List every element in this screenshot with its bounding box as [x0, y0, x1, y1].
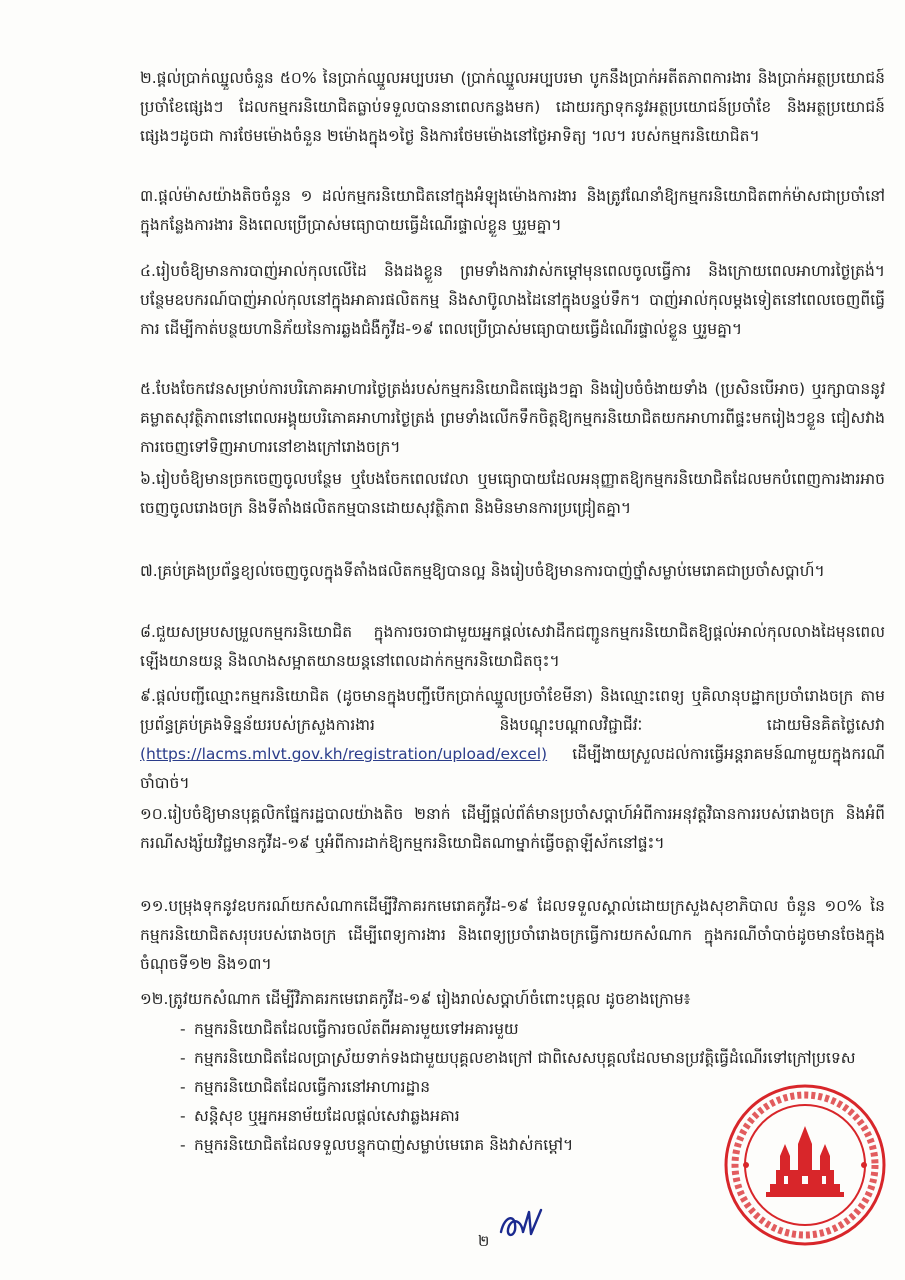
- bullet-item: - កម្មករនិយោជិតដែលធ្វើការនៅអាហារដ្ឋាន: [180, 1078, 431, 1096]
- bullet-item: - សន្តិសុខ ឬអ្នកអនាម័យដែលផ្តល់សេវាឆ្លងអគារ: [180, 1107, 460, 1125]
- item-8-text: ជួយសម្របសម្រួលកម្មករនិយោជិត ក្នុងការចរចាជាមួយអ្នកផ្តល់សេវាដឹកជញ្ជូនកម្មករនិយោជិតឱ្យផ្តល់អាល់កុលលាងដៃមុនពេលឡើងយានយន្ត និងលាងសម្អាតយានយន្តនៅពេលដាក់កម្មករនិយោជិតចុះ។: [140, 623, 885, 670]
- item-10: ១០.រៀបចំឱ្យមានបុគ្គលិកផ្នែករដ្ឋបាលយ៉ាងតិច ២នាក់ ដើម្បីផ្តល់ព័ត៌មានប្រចាំសប្តាហ៍អំពីការអនុវត្តវិធានការរបស់រោងចក្រ និងអំពីករណីសង្ស័យវិជ្ជមានកូវីដ-១៩ ឬអំពីការដាក់ឱ្យកម្មករនិយោជិតណាម្នាក់ធ្វើចត្តាឡីស័កនៅផ្ទះ។: [140, 805, 885, 852]
- item-2-text: ផ្តល់ប្រាក់ឈ្នួលចំនួន ៥០% នៃប្រាក់ឈ្នួលអប្បបរមា (ប្រាក់ឈ្នួលអប្បបរមា បូកនឹងប្រាក់អតីតភាពការងារ និងប្រាក់អត្ថប្រយោជន៍ប្រចាំខែផ្សេងៗ ដែលកម្មករនិយោជិតធ្លាប់ទទួលបាននាពេលកន្លងមក) ដោយរក្សាទុកនូវអត្ថប្រយោជន៍ប្រចាំខែ និងអត្ថប្រយោជន៍ផ្សេងៗដូចជា ការថែមម៉ោងចំនួន ២ម៉ោងក្នុង១ថ្ងៃ និងការថែមម៉ោងនៅថ្ងៃអាទិត្យ ។ល។ របស់កម្មករនិយោជិត។: [140, 69, 885, 145]
- item-6-text: រៀបចំឱ្យមានច្រកចេញចូលបន្ថែម ឬបែងចែកពេលវេលា ឬមធ្យោបាយដែលអនុញ្ញាតឱ្យកម្មករនិយោជិតដែលមកបំពេញការងារអាចចេញចូលរោងចក្រ និងទីតាំងផលិតកម្មបានដោយសុវត្ថិភាព និងមិនមានការប្រជ្រៀតគ្នា។: [140, 470, 885, 517]
- item-9-text-before: ផ្តល់បញ្ជីឈ្មោះកម្មករនិយោជិត (ដូចមានក្នុងបញ្ជីបើកប្រាក់ឈ្នួលប្រចាំខែមីនា) និងឈ្មោះពេទ្យ ឬគិលានុបដ្ឋាកប្រចាំរោងចក្រ តាមប្រព័ន្ធគ្រប់គ្រងទិន្នន័យរបស់ក្រសួងការងារ និងបណ្តុះបណ្តាលវិជ្ជាជីវៈ ដោយមិនគិតថ្លៃសេវា: [140, 687, 885, 734]
- bullet-item: - កម្មករនិយោជិតដែលធ្វើការចល័តពីអគារមួយទៅអគារមួយ: [180, 1020, 519, 1038]
- bullet-item: - កម្មករនិយោជិតដែលទទួលបន្ទុកបាញ់សម្លាប់មេរោគ និងវាស់កម្តៅ។: [180, 1136, 574, 1154]
- item-4: ៤.រៀបចំឱ្យមានការបាញ់អាល់កុលលើដៃ និងដងខ្លួន ព្រមទាំងការវាស់កម្តៅមុនពេលចូលធ្វើការ និងក្រោយពេលអាហារថ្ងៃត្រង់។ បន្ថែមឧបករណ៍បាញ់អាល់កុលនៅក្នុងអាគារផលិតកម្ម និងសាប៊ូលាងដៃនៅក្នុងបន្ទប់ទឹក។ បាញ់អាល់កុលម្តងទៀតនៅពេលចេញពីធ្វើការ ដើម្បីកាត់បន្ថយហានិភ័យនៃការឆ្លងជំងឺកូវីដ-១៩ ពេលប្រើប្រាស់មធ្យោបាយធ្វើដំណើរផ្ទាល់ខ្លួន ឬរួមគ្នា។: [140, 262, 885, 338]
- item-11-text: បម្រុងទុកនូវឧបករណ៍យកសំណាកដើម្បីវិភាគរកមេរោគកូវីដ-១៩ ដែលទទួលស្គាល់ដោយក្រសួងសុខាភិបាល ចំនួន ១០% នៃកម្មករនិយោជិតសរុបរបស់រោងចក្រ ដើម្បីពេទ្យការងារ និងពេទ្យប្រចាំរោងចក្រធ្វើការយកសំណាក ក្នុងករណីចាំបាច់ដូចមានចែងក្នុងចំណុចទី១២ និង១៣។: [140, 897, 885, 973]
- page-number: ២: [478, 1232, 490, 1250]
- item-3-text: ផ្តល់ម៉ាសយ៉ាងតិចចំនួន ១ ដល់កម្មករនិយោជិតនៅក្នុងអំឡុងម៉ោងការងារ និងត្រូវណែនាំឱ្យកម្មករនិយោជិតពាក់ម៉ាសជាប្រចាំនៅក្នុងកន្លែងការងារ និងពេលប្រើប្រាស់មធ្យោបាយធ្វើដំណើរផ្ទាល់ខ្លួន ឬរួមគ្នា។: [140, 187, 885, 234]
- item-7: ៧.គ្រប់គ្រងប្រព័ន្ធខ្យល់ចេញចូលក្នុងទីតាំងផលិតកម្មឱ្យបានល្អ និងរៀបចំឱ្យមានការបាញ់ថ្នាំសម្លាប់មេរោគជាប្រចាំសប្តាហ៍។: [140, 562, 825, 580]
- item-9: ៩.ផ្តល់បញ្ជីឈ្មោះកម្មករនិយោជិត (ដូចមានក្នុងបញ្ជីបើកប្រាក់ឈ្នួលប្រចាំខែមីនា) និងឈ្មោះពេទ្យ ឬគិលានុបដ្ឋាកប្រចាំរោងចក្រ តាមប្រព័ន្ធគ្រប់គ្រងទិន្នន័យរបស់ក្រសួងការងារ និងបណ្តុះបណ្តាលវិជ្ជាជីវៈ ដោយមិនគិតថ្លៃសេវា (https://lacms.mlvt.gov.kh/registration/upload/excel) ដើម្បីងាយស្រួលដល់ការធ្វើអន្តរាគមន៍ណាមួយក្នុងករណីចាំបាច់។: [140, 687, 885, 792]
- item-6: ៦.រៀបចំឱ្យមានច្រកចេញចូលបន្ថែម ឬបែងចែកពេលវេលា ឬមធ្យោបាយដែលអនុញ្ញាតឱ្យកម្មករនិយោជិតដែលមកបំពេញការងារអាចចេញចូលរោងចក្រ និងទីតាំងផលិតកម្មបានដោយសុវត្ថិភាព និងមិនមានការប្រជ្រៀតគ្នា។: [140, 470, 885, 517]
- ministry-seal-stamp-icon: [722, 1082, 888, 1248]
- signature-initial-icon: [495, 1204, 555, 1244]
- item-10-text: រៀបចំឱ្យមានបុគ្គលិកផ្នែករដ្ឋបាលយ៉ាងតិច ២នាក់ ដើម្បីផ្តល់ព័ត៌មានប្រចាំសប្តាហ៍អំពីការអនុវត្តវិធានការរបស់រោងចក្រ និងអំពីករណីសង្ស័យវិជ្ជមានកូវីដ-១៩ ឬអំពីការដាក់ឱ្យកម្មករនិយោជិតណាម្នាក់ធ្វើចត្តាឡីស័កនៅផ្ទះ។: [140, 805, 885, 852]
- item-9-text-after: ដើម្បីងាយស្រួលដល់ការធ្វើអន្តរាគមន៍ណាមួយក្នុងករណីចាំបាច់។: [140, 745, 885, 792]
- item-5-text: បែងចែកវេនសម្រាប់ការបរិភោគអាហារថ្ងៃត្រង់របស់កម្មករនិយោជិតផ្សេងៗគ្នា និងរៀបចំចំងាយទាំង (ប្រសិនបើអាច) ឬរក្សាបាននូវគម្លាតសុវត្ថិភាពនៅពេលអង្គុយបរិភោគអាហារថ្ងៃត្រង់ ព្រមទាំងលើកទឹកចិត្តឱ្យកម្មករនិយោជិតយកអាហារពីផ្ទះមករៀងៗខ្លួន ជៀសវាងការចេញទៅទិញអាហារនៅខាងក្រៅរោងចក្រ។: [140, 380, 885, 456]
- item-4-text: រៀបចំឱ្យមានការបាញ់អាល់កុលលើដៃ និងដងខ្លួន ព្រមទាំងការវាស់កម្តៅមុនពេលចូលធ្វើការ និងក្រោយពេលអាហារថ្ងៃត្រង់។ បន្ថែមឧបករណ៍បាញ់អាល់កុលនៅក្នុងអាគារផលិតកម្ម និងសាប៊ូលាងដៃនៅក្នុងបន្ទប់ទឹក។ បាញ់អាល់កុលម្តងទៀតនៅពេលចេញពីធ្វើការ ដើម្បីកាត់បន្ថយហានិភ័យនៃការឆ្លងជំងឺកូវីដ-១៩ ពេលប្រើប្រាស់មធ្យោបាយធ្វើដំណើរផ្ទាល់ខ្លួន ឬរួមគ្នា។: [140, 262, 885, 338]
- registration-upload-link[interactable]: (https://lacms.mlvt.gov.kh/registration/upload/excel): [140, 745, 548, 763]
- item-2: ២.ផ្តល់ប្រាក់ឈ្នួលចំនួន ៥០% នៃប្រាក់ឈ្នួលអប្បបរមា (ប្រាក់ឈ្នួលអប្បបរមា បូកនឹងប្រាក់អតីតភាពការងារ និងប្រាក់អត្ថប្រយោជន៍ប្រចាំខែផ្សេងៗ ដែលកម្មករនិយោជិតធ្លាប់ទទួលបាននាពេលកន្លងមក) ដោយរក្សាទុកនូវអត្ថប្រយោជន៍ប្រចាំខែ និងអត្ថប្រយោជន៍ផ្សេងៗដូចជា ការថែមម៉ោងចំនួន ២ម៉ោងក្នុង១ថ្ងៃ និងការថែមម៉ោងនៅថ្ងៃអាទិត្យ ។ល។ របស់កម្មករនិយោជិត។: [140, 69, 885, 145]
- item-12-text: ត្រូវយកសំណាក ដើម្បីវិភាគរកមេរោគកូវីដ-១៩ រៀងរាល់សប្តាហ៍ចំពោះបុគ្គល ដូចខាងក្រោម៖: [168, 990, 691, 1008]
- bullet-item: - កម្មករនិយោជិតដែលប្រាស្រ័យទាក់ទងជាមួយបុគ្គលខាងក្រៅ ជាពិសេសបុគ្គលដែលមានប្រវត្តិធ្វើដំណើរទៅក្រៅប្រទេស: [180, 1049, 856, 1067]
- item-12: ១២.ត្រូវយកសំណាក ដើម្បីវិភាគរកមេរោគកូវីដ-១៩ រៀងរាល់សប្តាហ៍ចំពោះបុគ្គល ដូចខាងក្រោម៖: [140, 990, 691, 1008]
- item-7-text: គ្រប់គ្រងប្រព័ន្ធខ្យល់ចេញចូលក្នុងទីតាំងផលិតកម្មឱ្យបានល្អ និងរៀបចំឱ្យមានការបាញ់ថ្នាំសម្លាប់មេរោគជាប្រចាំសប្តាហ៍។: [157, 562, 825, 580]
- item-5: ៥.បែងចែកវេនសម្រាប់ការបរិភោគអាហារថ្ងៃត្រង់របស់កម្មករនិយោជិតផ្សេងៗគ្នា និងរៀបចំចំងាយទាំង (ប្រសិនបើអាច) ឬរក្សាបាននូវគម្លាតសុវត្ថិភាពនៅពេលអង្គុយបរិភោគអាហារថ្ងៃត្រង់ ព្រមទាំងលើកទឹកចិត្តឱ្យកម្មករនិយោជិតយកអាហារពីផ្ទះមករៀងៗខ្លួន ជៀសវាងការចេញទៅទិញអាហារនៅខាងក្រៅរោងចក្រ។: [140, 380, 885, 456]
- item-11: ១១.បម្រុងទុកនូវឧបករណ៍យកសំណាកដើម្បីវិភាគរកមេរោគកូវីដ-១៩ ដែលទទួលស្គាល់ដោយក្រសួងសុខាភិបាល ចំនួន ១០% នៃកម្មករនិយោជិតសរុបរបស់រោងចក្រ ដើម្បីពេទ្យការងារ និងពេទ្យប្រចាំរោងចក្រធ្វើការយកសំណាក ក្នុងករណីចាំបាច់ដូចមានចែងក្នុងចំណុចទី១២ និង១៣។: [140, 897, 885, 973]
- item-3: ៣.ផ្តល់ម៉ាសយ៉ាងតិចចំនួន ១ ដល់កម្មករនិយោជិតនៅក្នុងអំឡុងម៉ោងការងារ និងត្រូវណែនាំឱ្យកម្មករនិយោជិតពាក់ម៉ាសជាប្រចាំនៅក្នុងកន្លែងការងារ និងពេលប្រើប្រាស់មធ្យោបាយធ្វើដំណើរផ្ទាល់ខ្លួន ឬរួមគ្នា។: [140, 187, 885, 234]
- item-8: ៨.ជួយសម្របសម្រួលកម្មករនិយោជិត ក្នុងការចរចាជាមួយអ្នកផ្តល់សេវាដឹកជញ្ជូនកម្មករនិយោជិតឱ្យផ្តល់អាល់កុលលាងដៃមុនពេលឡើងយានយន្ត និងលាងសម្អាតយានយន្តនៅពេលដាក់កម្មករនិយោជិតចុះ។: [140, 623, 885, 670]
